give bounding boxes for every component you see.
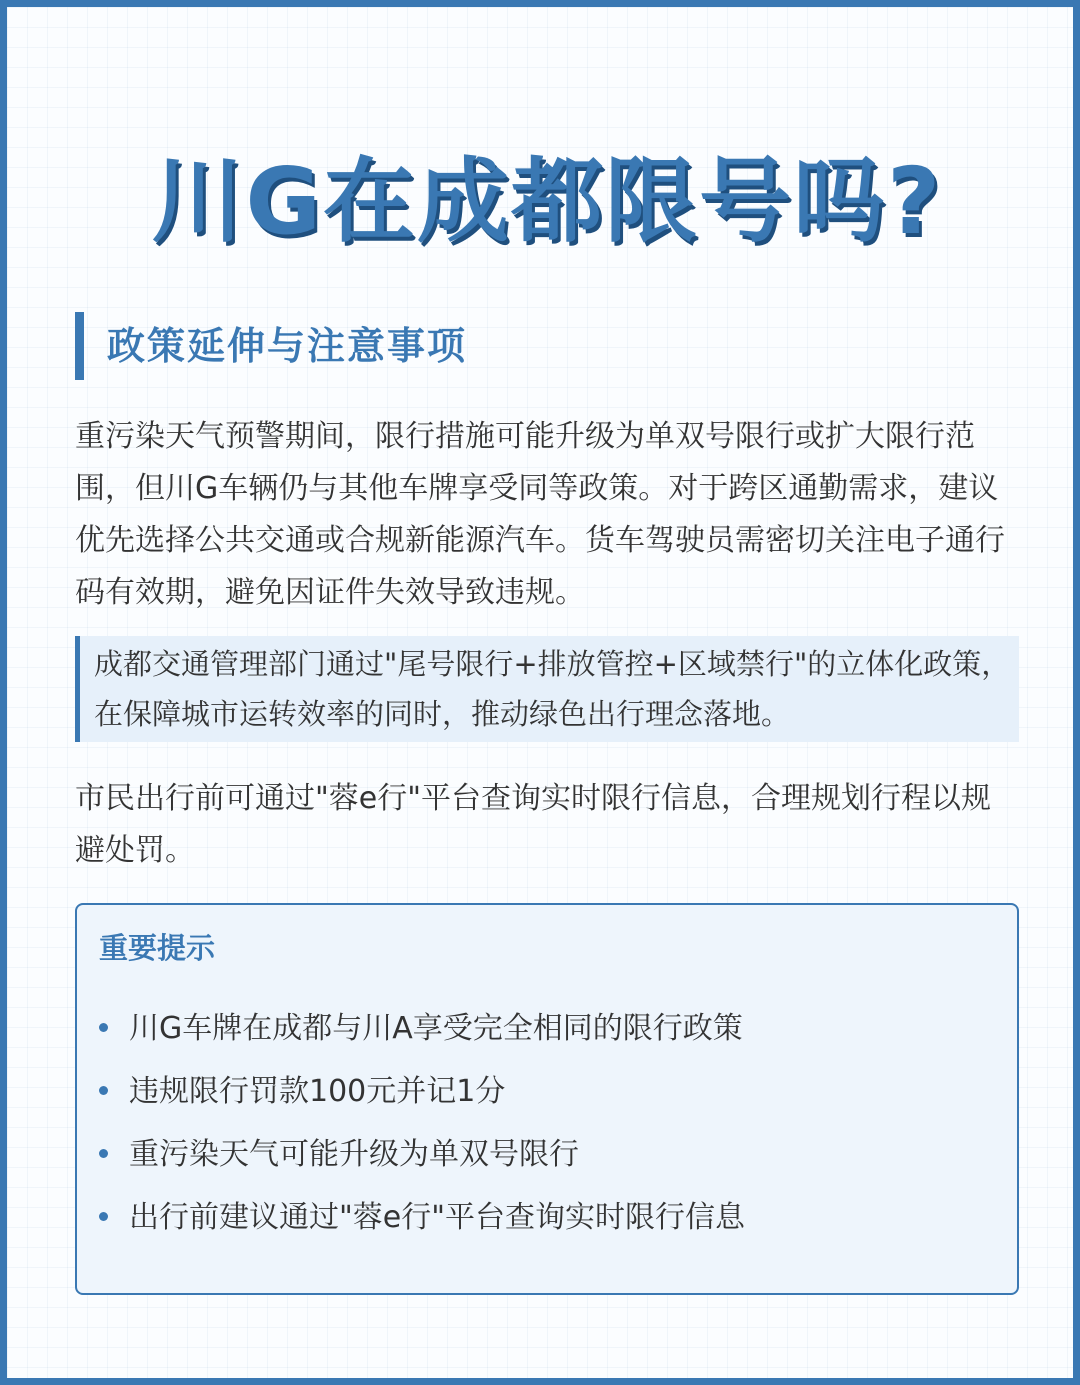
list-item (99, 1003, 745, 1066)
tip-text: 违规限行罚款100元并记1分 (129, 1074, 506, 1109)
tip-text: 川G车牌在成都与川A享受完全相同的限行政策 (129, 1011, 743, 1046)
section-header (75, 312, 975, 380)
list-item (99, 1066, 745, 1129)
bullet-dot-icon (99, 1023, 108, 1032)
tips-title: 重要提示 (99, 931, 216, 965)
important-tips-box (75, 903, 1019, 1295)
list-item (99, 1192, 745, 1255)
page-title: 川G在成都限号吗? (151, 148, 943, 255)
section-title: 政策延伸与注意事项 (107, 324, 468, 368)
bullet-dot-icon (99, 1212, 108, 1221)
bullet-dot-icon (99, 1149, 108, 1158)
paragraph-query-tip: 市民出行前可通过"蓉e行"平台查询实时限行信息，合理规划行程以规避处罚。 (75, 781, 992, 868)
tip-text: 重污染天气可能升级为单双号限行 (129, 1137, 579, 1172)
list-item (99, 1129, 745, 1192)
section-accent-bar (75, 312, 84, 380)
tips-list (99, 1003, 745, 1255)
paragraph-policy-extension: 重污染天气预警期间，限行措施可能升级为单双号限行或扩大限行范围，但川G车辆仍与其他车牌享受同等政策。对于跨区通勤需求，建议优先选择公共交通或合规新能源汽车。货车驾驶员需密切关注电子通行码有效期，避免因证件失效导致违规。 (75, 419, 1005, 610)
tip-text: 出行前建议通过"蓉e行"平台查询实时限行信息 (129, 1200, 746, 1235)
bullet-dot-icon (99, 1086, 108, 1095)
highlight-quote: 成都交通管理部门通过"尾号限行+排放管控+区域禁行"的立体化政策，在保障城市运转效率的同时，推动绿色出行理念落地。 (75, 636, 1019, 742)
